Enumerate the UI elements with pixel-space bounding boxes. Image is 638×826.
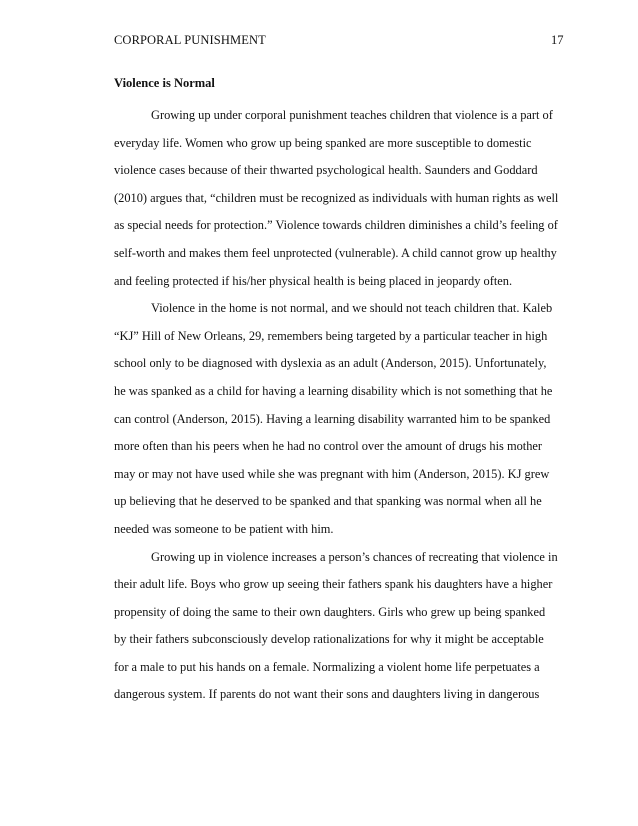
text-line: propensity of doing the same to their own daughters. Girls who grew up being spanked (114, 604, 546, 619)
text-line: Growing up in violence increases a person’s chances of recreating that violence in (151, 549, 558, 564)
text-line: and feeling protected if his/her physical health is being placed in jeopardy often. (114, 273, 513, 288)
text-line: (2010) argues that, “children must be recognized as individuals with human rights as well (114, 190, 559, 205)
text-line: self-worth and makes them feel unprotected (vulnerable). A child cannot grow up healthy (114, 245, 557, 260)
text-line: “KJ” Hill of New Orleans, 29, remembers being targeted by a particular teacher in high (114, 328, 548, 343)
text-line: for a male to put his hands on a female. Normalizing a violent home life perpetuates a (114, 659, 540, 674)
running-head: CORPORAL PUNISHMENT (114, 33, 266, 47)
text-line: more often than his peers when he had no control over the amount of drugs his mother (114, 439, 543, 454)
text-line: as special needs for protection.” Violence towards children diminishes a child’s feeling of (114, 218, 558, 233)
text-line: may or may not have used while she was pregnant with him (Anderson, 2015). KJ grew (114, 466, 550, 481)
text-line: up believing that he deserved to be spanked and that spanking was normal when all he (114, 494, 542, 509)
text-line: Growing up under corporal punishment teaches children that violence is a part of (151, 108, 553, 122)
text-line: school only to be diagnosed with dyslexia as an adult (Anderson, 2015). Unfortunately, (114, 356, 547, 371)
text-line: he was spanked as a child for having a learning disability which is not something that he (114, 383, 553, 398)
text-line: dangerous system. If parents do not want their sons and daughters living in dangerous (114, 687, 540, 702)
body-text (114, 102, 574, 709)
text-line: by their fathers subconsciously develop rationalizations for why it might be acceptable (114, 632, 544, 647)
text-line: needed was someone to be patient with him. (114, 521, 334, 536)
text-line: violence cases because of their thwarted psychological health. Saunders and Goddard (114, 163, 538, 178)
text-line: everyday life. Women who grow up being spanked are more susceptible to domestic (114, 135, 532, 150)
section-heading: Violence is Normal (114, 76, 215, 90)
text-line: Violence in the home is not normal, and we should not teach children that. Kaleb (151, 301, 553, 316)
text-line: can control (Anderson, 2015). Having a learning disability warranted him to be spanked (114, 411, 551, 426)
page-number: 17 (551, 33, 564, 47)
text-line: their adult life. Boys who grow up seeing their fathers spank his daughters have a higher (114, 577, 553, 592)
